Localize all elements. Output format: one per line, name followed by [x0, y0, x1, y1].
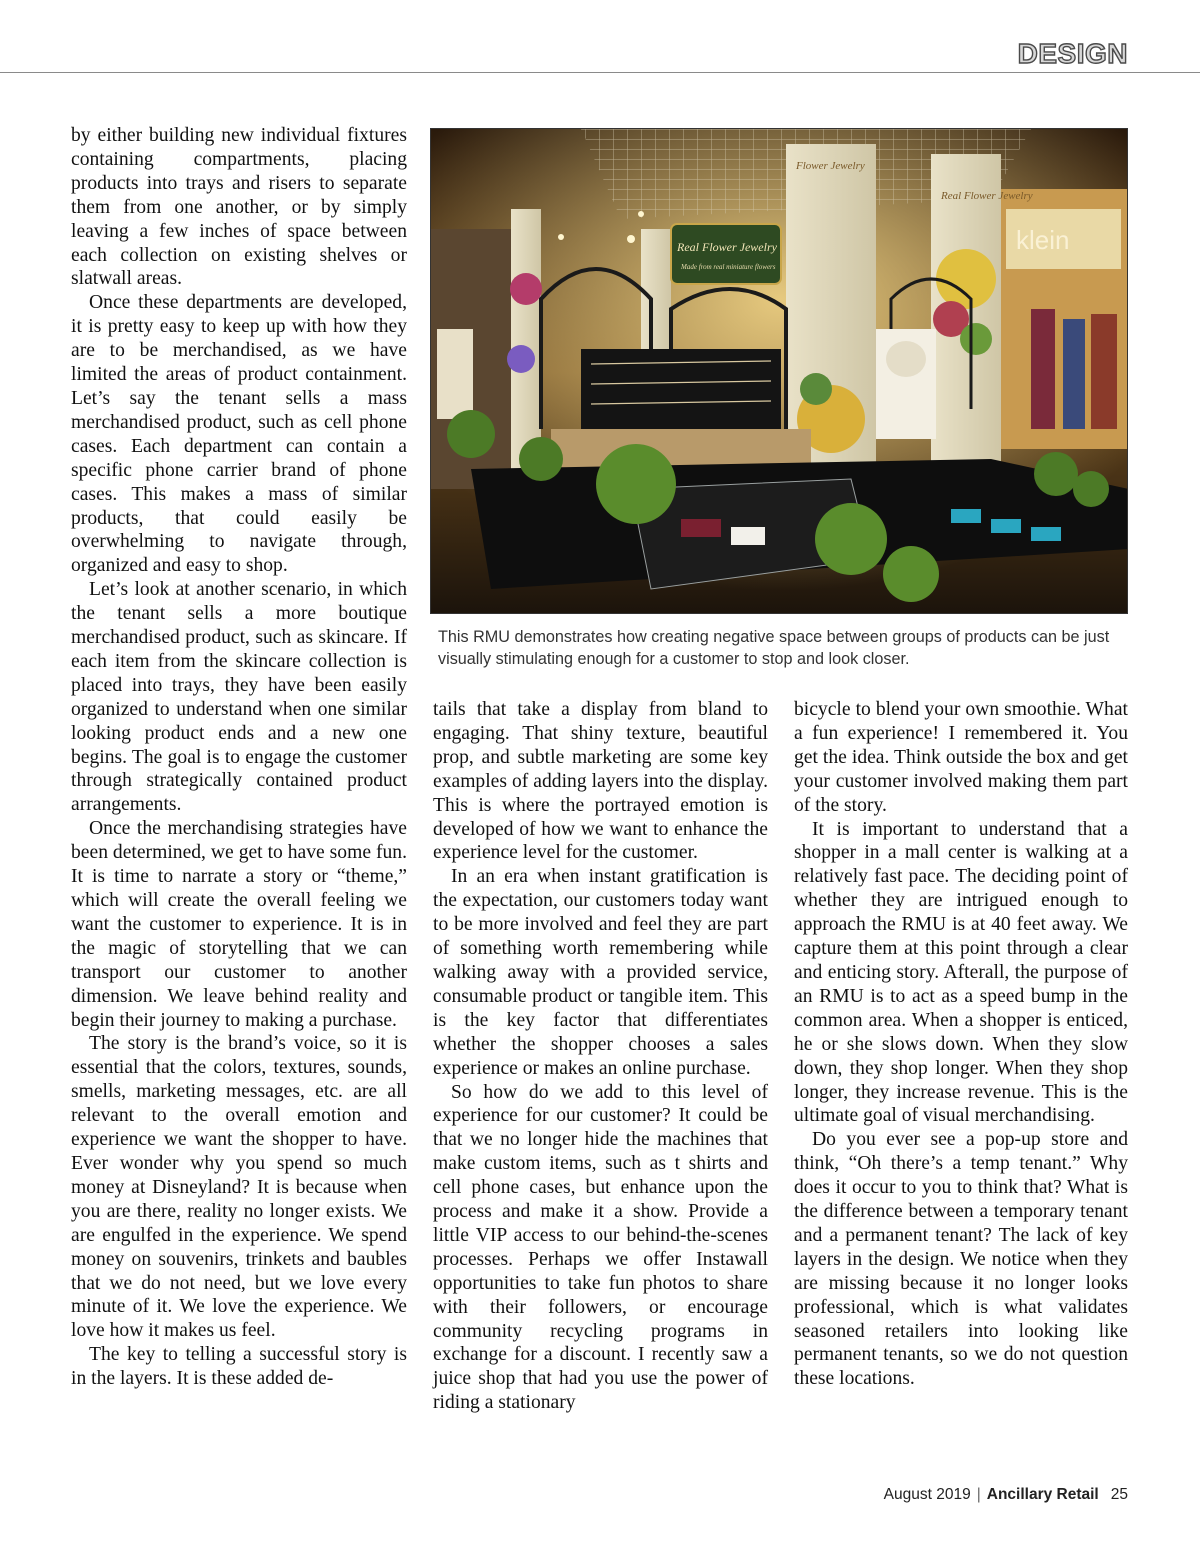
paragraph: Let’s look at another scenario, in which the tenant sells a more boutique merchandised product, such as skincare. If each item from the skincare collection is placed into trays, they have been easily organized to understand when one similar looking product ends and a new one begins. The goal is to engage the customer through strategically contained product arrangements.: [71, 579, 407, 816]
paragraph: So how do we add to this level of experience for our customer? It could be that we no longer hide the machines that make custom items, such as t shirts and cell phone cases, but enhance upon the process and make it a show. Provide a little VIP access to our behind-the-scenes processes. Perhaps we offer Instawall opportunities to take fun photos to share with their followers, or encourage community recycling programs in exchange for a discount. I recently saw a juice shop that had you use the power of riding a stationary: [433, 1081, 768, 1414]
footer-separator: |: [976, 1486, 981, 1503]
pillar-text: Real Flower Jewelry: [941, 190, 1033, 202]
store-sign-text: klein: [1016, 225, 1070, 255]
issue-date: August 2019: [883, 1486, 971, 1503]
paragraph: by either building new individual fixtures containing compartments, placing products into trays and risers to separate them from one another, or by simply leaving a few inches of space between each collection on existing shelves or slatwall areas.: [71, 125, 407, 290]
text-column-3: [794, 698, 1128, 1391]
paragraph: In an era when instant gratification is the expectation, our customers today want to be more involved and feel they are part of something worth remembering while walking away with a provided service, consumable product or tangible item. This is the key factor that differentiates whether the shopper chooses a sales experience or makes an online purchase.: [433, 866, 768, 1079]
text-column-2: [433, 698, 768, 1415]
paragraph: Do you ever see a pop-up store and think, “Oh there’s a temp tenant.” Why does it occur to you to think that? What is the difference between a temporary tenant and a permanent tenant? The lack of key layers in the design. We notice when they are missing because it no longer looks professional, which is what validates seasoned retailers into looking like permanent tenants, so we do not question these locations.: [794, 1129, 1128, 1390]
header-rule: [0, 72, 1200, 73]
text-column-1: [71, 124, 407, 1391]
paragraph: It is important to understand that a shopper in a mall center is walking at a relatively fast pace. The deciding point of whether they are intrigued enough to approach the RMU is at 40 feet away. We capture them at this point through a clear and enticing story. Afterall, the purpose of an RMU is to act as a speed bump in the common area. When a shopper is enticed, he or she slows down. When they slow down, they shop longer. When they shop longer, they increase revenue. This is the ultimate goal of visual merchandising.: [794, 818, 1128, 1127]
kiosk-sign-text: Real Flower Jewelry: [677, 240, 777, 254]
paragraph: Once these departments are developed, it is pretty easy to keep up with how they are to be merchandised, as we have limited the areas of product containment. Let’s say the tenant sells a mass merchandised product, such as cell phone cases. Each department can contain a specific phone carrier brand of phone cases. This makes a mass of similar products, that could easily be overwhelming to navigate through, organized and easy to shop.: [71, 292, 407, 577]
paragraph: The story is the brand’s voice, so it is essential that the colors, textures, sounds, smells, marketing messages, etc. are all relevant to the overall emotion and experience we want the shopper to have. Ever wonder why you spend so much money at Disneyland? It is because when you are there, reality no longer exists. We are engulfed in the experience. We spend money on souvenirs, trinkets and baubles that we do not need, but we love every minute of it. We love the experience. We love how it makes us feel.: [71, 1033, 407, 1342]
figure-caption: This RMU demonstrates how creating negative space between groups of products can be just visually stimulating enough for a customer to stop and look closer.: [438, 628, 1110, 668]
kiosk-sign-subtext: Made from real miniature flowers: [681, 263, 776, 271]
section-label: DESIGN: [1017, 38, 1128, 69]
publication-name: Ancillary Retail: [986, 1486, 1099, 1503]
paragraph: Once the merchandising strategies have been determined, we get to have some fun. It is time to narrate a story or “theme,” which will create the overall feeling we want the customer to experience. It is in the magic of storytelling that we can transport our customer to another dimension. We leave behind reality and begin their journey to making a purchase.: [71, 818, 407, 1031]
pillar-text: Flower Jewelry: [796, 160, 865, 172]
rmu-kiosk-photo: [430, 128, 1128, 614]
paragraph: tails that take a display from bland to engaging. That shiny texture, beautiful prop, and subtle marketing are some key examples of adding layers into the display. This is where the portrayed emotion is developed of how we want to enhance the experience level for the customer.: [433, 699, 768, 864]
paragraph: The key to telling a successful story is in the layers. It is these added de-: [71, 1344, 407, 1390]
page-number: 25: [1110, 1486, 1128, 1503]
paragraph: bicycle to blend your own smoothie. What a fun experience! I remembered it. You get the idea. Think outside the box and get your customer involved making them part of the story.: [794, 699, 1128, 816]
page-footer: [884, 1486, 1128, 1504]
